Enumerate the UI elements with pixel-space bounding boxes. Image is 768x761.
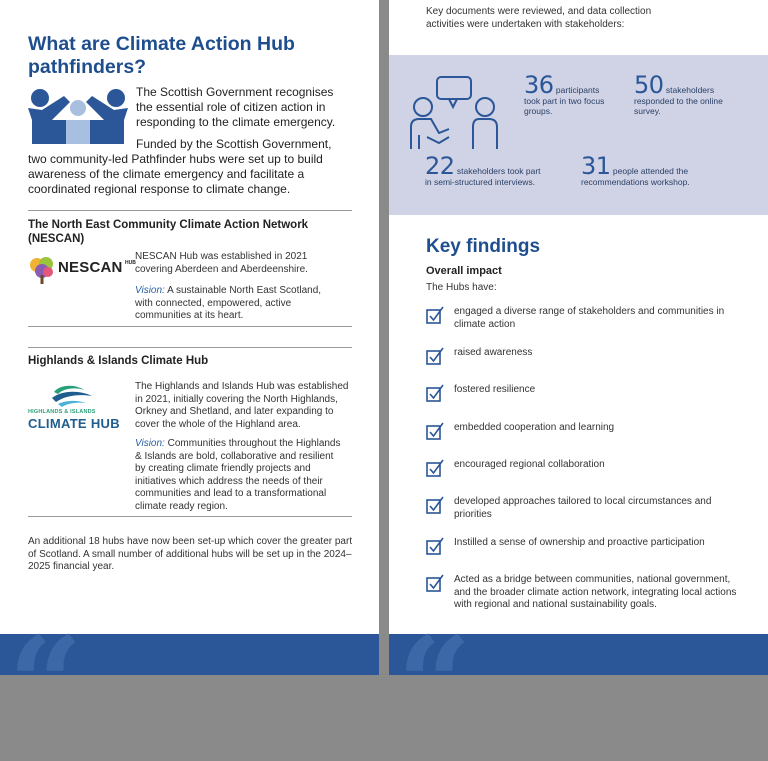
stat-focus-groups (524, 71, 619, 117)
finding-text: raised awareness (454, 347, 533, 358)
finding-item (426, 306, 746, 336)
right-page (389, 0, 768, 761)
stats-panel (389, 55, 768, 215)
highlands-description: The Highlands and Islands Hub was established in 2021, initially covering the North Highlands, Orkney and Shetland, and later expanding to cover the whole of the Highland area. (135, 381, 349, 430)
closing-paragraph: An additional 18 hubs have now been set-up which cover the greater part of Scotland. A small number of additional hubs will be set up in the 2024–2025 financial year. (28, 536, 353, 572)
key-findings-title: Key findings (426, 236, 541, 257)
checkbox-tick-icon (426, 459, 444, 477)
finding-text: fostered resilience (454, 384, 536, 395)
finding-item (426, 384, 746, 414)
stat-interviews (425, 152, 565, 187)
hubs-have-intro: The Hubs have: (426, 282, 497, 293)
nescan-wordmark: NESCAN (58, 259, 123, 276)
community-hub-icon (26, 86, 130, 144)
intro-paragraph: The Scottish Government recognises the essential role of citizen action in responding to the climate emergency. (136, 85, 336, 129)
stat-label-rest: recommendations workshop. (581, 176, 690, 187)
stat-workshop (581, 152, 731, 187)
checkbox-tick-icon (426, 422, 444, 440)
nescan-description: NESCAN Hub was established in 2021 covering Aberdeen and Aberdeenshire. (135, 251, 308, 275)
divider (28, 326, 352, 327)
stat-survey (634, 71, 744, 117)
stat-label: people attended the (610, 166, 689, 176)
nescan-logo (28, 255, 136, 285)
stat-number: 36 (524, 71, 554, 99)
divider (28, 210, 352, 211)
stat-number: 22 (425, 152, 455, 180)
finding-item (426, 459, 746, 489)
stat-label: stakeholders took part (454, 166, 541, 176)
highlands-hub-logo (28, 384, 118, 430)
people-conversation-icon (409, 75, 499, 153)
stat-label-rest: in semi-structured interviews. (425, 176, 536, 187)
nescan-vision (135, 285, 335, 323)
overall-impact-heading: Overall impact (426, 265, 502, 277)
checkbox-tick-icon (426, 384, 444, 402)
finding-item (426, 422, 746, 452)
intro-paragraph-funding: Funded by the Scottish Government, two community-led Pathfinder hubs were set up to build awareness of the climate emergency and facilitate a coordinated regional response to climate change. (28, 137, 332, 196)
stat-label-rest: took part in two focus groups. (524, 95, 605, 116)
stat-label-rest: responded to the online survey. (634, 95, 723, 116)
vision-text: A sustainable North East Scotland, with connected, empowered, active communities at its heart. (135, 285, 322, 321)
footer-band (389, 608, 768, 761)
left-page (0, 0, 379, 761)
vision-text: Communities throughout the Highlands & Islands are bold, collaborative and resilient by creating climate friendly projects and initiatives which address the needs of their communities and lead to a transformational climate ready region. (135, 438, 341, 512)
nescan-tree-icon (28, 255, 56, 285)
finding-text: engaged a diverse range of stakeholders and communities in climate action (454, 306, 725, 330)
finding-text: Instilled a sense of ownership and proactive participation (454, 537, 705, 548)
checkbox-tick-icon (426, 574, 444, 592)
highlands-vision (135, 438, 345, 513)
finding-text: embedded cooperation and learning (454, 422, 615, 433)
footer-band (0, 608, 379, 761)
finding-text: encouraged regional collaboration (454, 459, 605, 470)
finding-text: Acted as a bridge between communities, national government, and the broader climate action network, integrating local actions with regional and national sustainability goals. (454, 574, 737, 610)
nescan-hub-label: HUB (125, 260, 136, 266)
checkbox-tick-icon (426, 347, 444, 365)
stat-number: 50 (634, 71, 664, 99)
page-title: What are Climate Action Hub pathfinders? (28, 33, 295, 78)
divider (28, 516, 352, 517)
vision-label: Vision: (135, 285, 165, 296)
stat-label: stakeholders (663, 85, 715, 95)
vision-label: Vision: (135, 438, 165, 449)
stat-number: 31 (581, 152, 611, 180)
highlands-heading: Highlands & Islands Climate Hub (28, 355, 209, 367)
finding-text: developed approaches tailored to local circumstances and priorities (454, 496, 712, 520)
finding-item (426, 347, 746, 377)
finding-item (426, 496, 746, 526)
quote-mark-icon: “ (397, 608, 472, 761)
quote-mark-icon: “ (8, 608, 83, 761)
highlands-logo-line1: HIGHLANDS & ISLANDS (28, 409, 96, 415)
checkbox-tick-icon (426, 537, 444, 555)
methods-intro: Key documents were reviewed, and data collection activities were undertaken with stakeholders: (426, 6, 652, 30)
stat-label: participants (553, 85, 600, 95)
divider (28, 347, 352, 348)
highlands-logo-line2: CLIMATE HUB (28, 416, 120, 431)
checkbox-tick-icon (426, 496, 444, 514)
finding-item (426, 574, 746, 616)
nescan-heading: The North East Community Climate Action Network (NESCAN) (28, 219, 309, 245)
checkbox-tick-icon (426, 306, 444, 324)
wave-swoosh-icon (50, 384, 94, 408)
finding-item (426, 537, 746, 567)
